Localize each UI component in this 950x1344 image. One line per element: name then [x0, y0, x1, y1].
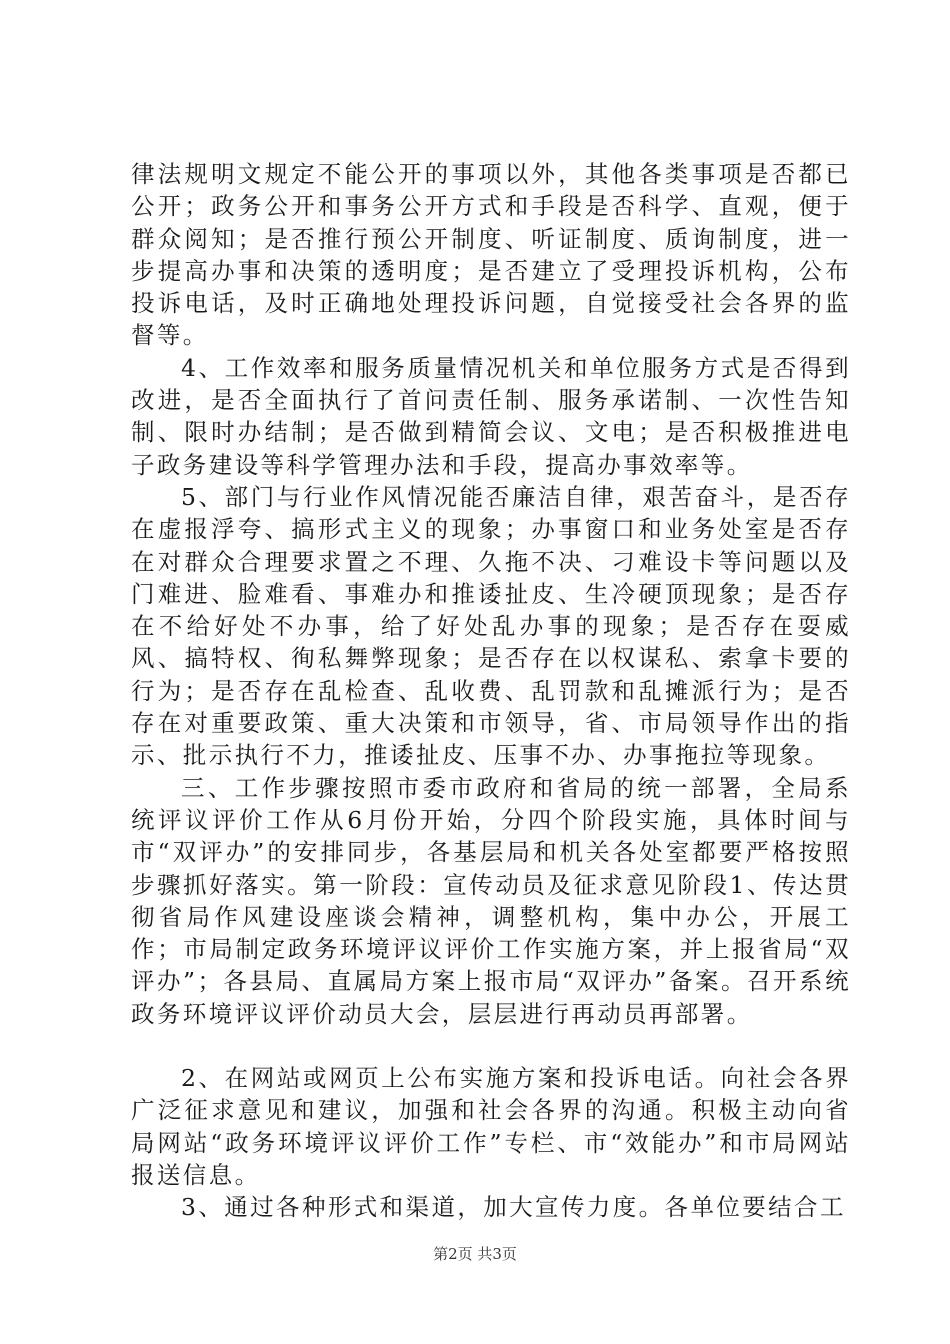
paragraph-4: 三、工作步骤按照市委市政府和省局的统一部署，全局系统评议评价工作从6月份开始，分四个阶段实施，具体时间与市“双评办”的安排同步，各基层局和机关各处室都要严格按照步骤抓好落实。第一阶段：宣传动员及征求意见阶段1、传达贯彻省局作风建设座谈会精神，调整机构，集中办公，开展工作；市局制定政务环境评议评价工作实施方案，并上报省局“双评办”；各县局、直属局方案上报市局“双评办”备案。召开系统政务环境评议评价动员大会，层层进行再动员再部署。	[131, 773, 851, 1028]
paragraph-3: 5、部门与行业作风情况能否廉洁自律，艰苦奋斗，是否存在虚报浮夸、搞形式主义的现象；办事窗口和业务处室是否存在对群众合理要求置之不理、久拖不决、刁难设卡等问题以及门难进、脸难看、事难办和推诿扯皮、生冷硬顶现象；是否存在不给好处不办事，给了好处乱办事的现象；是否存在耍威风、搞特权、徇私舞弊现象；是否存在以权谋私、索拿卡要的行为；是否存在乱检查、乱收费、乱罚款和乱摊派行为；是否存在对重要政策、重大决策和市领导，省、市局领导作出的指示、批示执行不力，推诿扯皮、压事不办、办事拖拉等现象。	[131, 482, 851, 770]
page-footer: 第2页 共3页	[433, 1245, 517, 1263]
paragraph-1: 律法规明文规定不能公开的事项以外，其他各类事项是否都已公开；政务公开和事务公开方式和手段是否科学、直观，便于群众阅知；是否推行预公开制度、听证制度、质询制度，进一步提高办事和决策的透明度；是否建立了受理投诉机构，公布投诉电话，及时正确地处理投诉问题，自觉接受社会各界的监督等。	[131, 160, 851, 350]
paragraph-6: 3、通过各种形式和渠道，加大宣传力度。各单位要结合工	[181, 1193, 846, 1222]
paragraph-2: 4、工作效率和服务质量情况机关和单位服务方式是否得到改进，是否全面执行了首问责任制、服务承诺制、一次性告知制、限时办结制；是否做到精简会议、文电；是否积极推进电子政务建设等科学管理办法和手段，提高办事效率等。	[131, 353, 851, 479]
paragraph-5: 2、在网站或网页上公布实施方案和投诉电话。向社会各界广泛征求意见和建议，加强和社会各界的沟通。积极主动向省局网站“政务环境评议评价工作”专栏、市“效能办”和市局网站报送信息。	[131, 1064, 851, 1189]
document-body	[131, 158, 851, 1224]
